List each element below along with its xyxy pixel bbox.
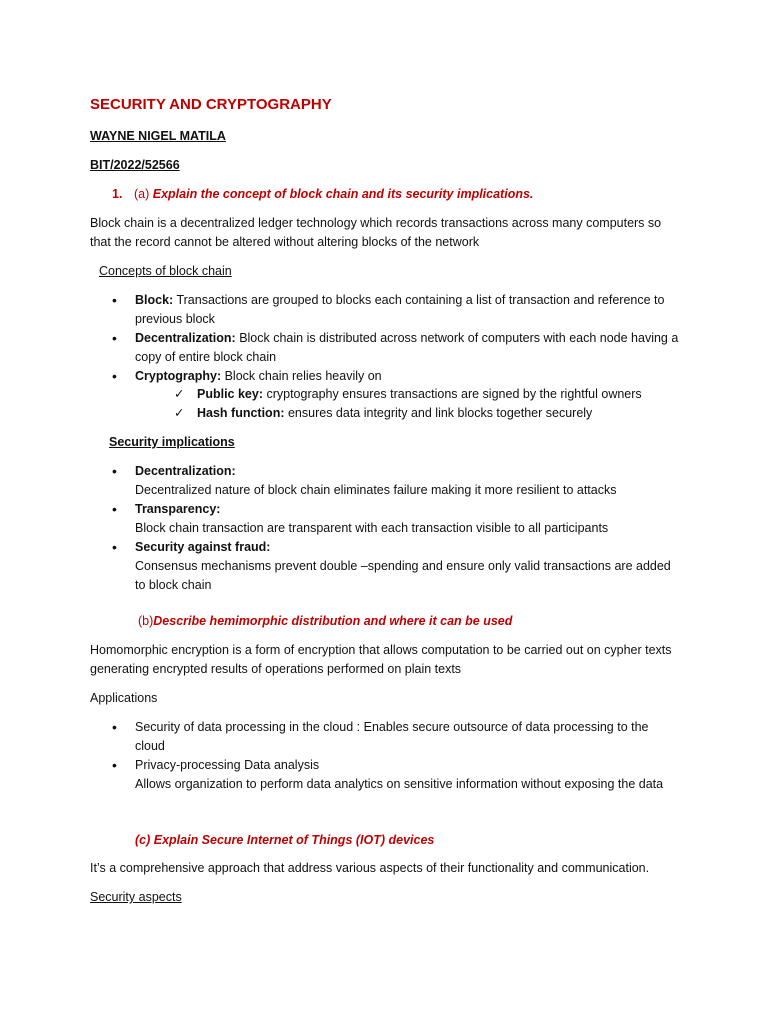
security-list <box>90 462 680 595</box>
term: Block: <box>135 293 174 307</box>
list-item: • Decentralization: Block chain is distributed across network of computers with each node having a copy of entire block chain <box>90 329 680 367</box>
concepts-list <box>90 291 680 386</box>
iot-intro: It’s a comprehensive approach that address various aspects of their functionality and communication. <box>90 861 650 875</box>
list-item: • Security of data processing in the cloud : Enables secure outsource of data processing to the cloud <box>90 718 680 756</box>
question-1b-text: Describe hemimorphic distribution and where it can be used <box>153 614 513 628</box>
term: Public key: <box>197 387 263 401</box>
term: Transparency: <box>135 502 221 516</box>
student-id: BIT/2022/52566 <box>90 158 180 172</box>
security-aspects-heading: Security aspects <box>90 890 182 904</box>
crypto-sublist <box>90 385 690 423</box>
question-1c-heading: (c) Explain Secure Internet of Things (IOT) devices <box>135 833 435 847</box>
document-title: SECURITY AND CRYPTOGRAPHY <box>90 96 332 113</box>
term: Security against fraud: <box>135 540 271 554</box>
list-item: • Block: Transactions are grouped to blocks each containing a list of transaction and reference to previous block <box>90 291 680 329</box>
list-item: • Privacy-processing Data analysis Allows organization to perform data analytics on sensitive information without exposing the data <box>90 756 680 794</box>
security-heading: Security implications <box>109 435 235 449</box>
question-1b-heading <box>90 612 738 631</box>
question-1a-prefix: (a) <box>134 187 153 201</box>
author-name: WAYNE NIGEL MATILA <box>90 129 226 143</box>
checkmark-icon: ✓ <box>174 387 185 401</box>
list-item: • Decentralization: Decentralized nature of block chain eliminates failure making it more resilient to attacks <box>90 462 680 500</box>
applications-label: Applications <box>90 691 158 705</box>
question-1a-heading <box>90 185 690 204</box>
checkmark-icon: ✓ <box>174 406 185 420</box>
homomorphic-intro: Homomorphic encryption is a form of encryption that allows computation to be carried out on cypher texts generating encrypted results of operations performed on plain texts <box>90 643 672 676</box>
list-item: • Security against fraud: Consensus mechanisms prevent double –spending and ensure only valid transactions are added to block chain <box>90 538 680 595</box>
term: Hash function: <box>197 406 285 420</box>
list-item: • Transparency: Block chain transaction are transparent with each transaction visible to all participants <box>90 500 680 538</box>
question-1a-text: Explain the concept of block chain and its security implications. <box>152 187 534 201</box>
term: Decentralization: <box>135 331 236 345</box>
list-item: • Cryptography: Block chain relies heavily on <box>90 367 680 386</box>
question-1b-prefix: (b) <box>138 614 154 628</box>
list-item: ✓ Public key: cryptography ensures transactions are signed by the rightful owners <box>90 385 690 404</box>
question-number: 1. <box>112 187 123 201</box>
applications-list <box>90 718 680 794</box>
concepts-heading: Concepts of block chain <box>99 264 232 278</box>
term: Cryptography: <box>135 369 222 383</box>
term: Decentralization: <box>135 464 236 478</box>
list-item: ✓ Hash function: ensures data integrity and link blocks together securely <box>90 404 690 423</box>
blockchain-intro: Block chain is a decentralized ledger technology which records transactions across many computers so that the record cannot be altered without altering blocks of the network <box>90 216 662 249</box>
